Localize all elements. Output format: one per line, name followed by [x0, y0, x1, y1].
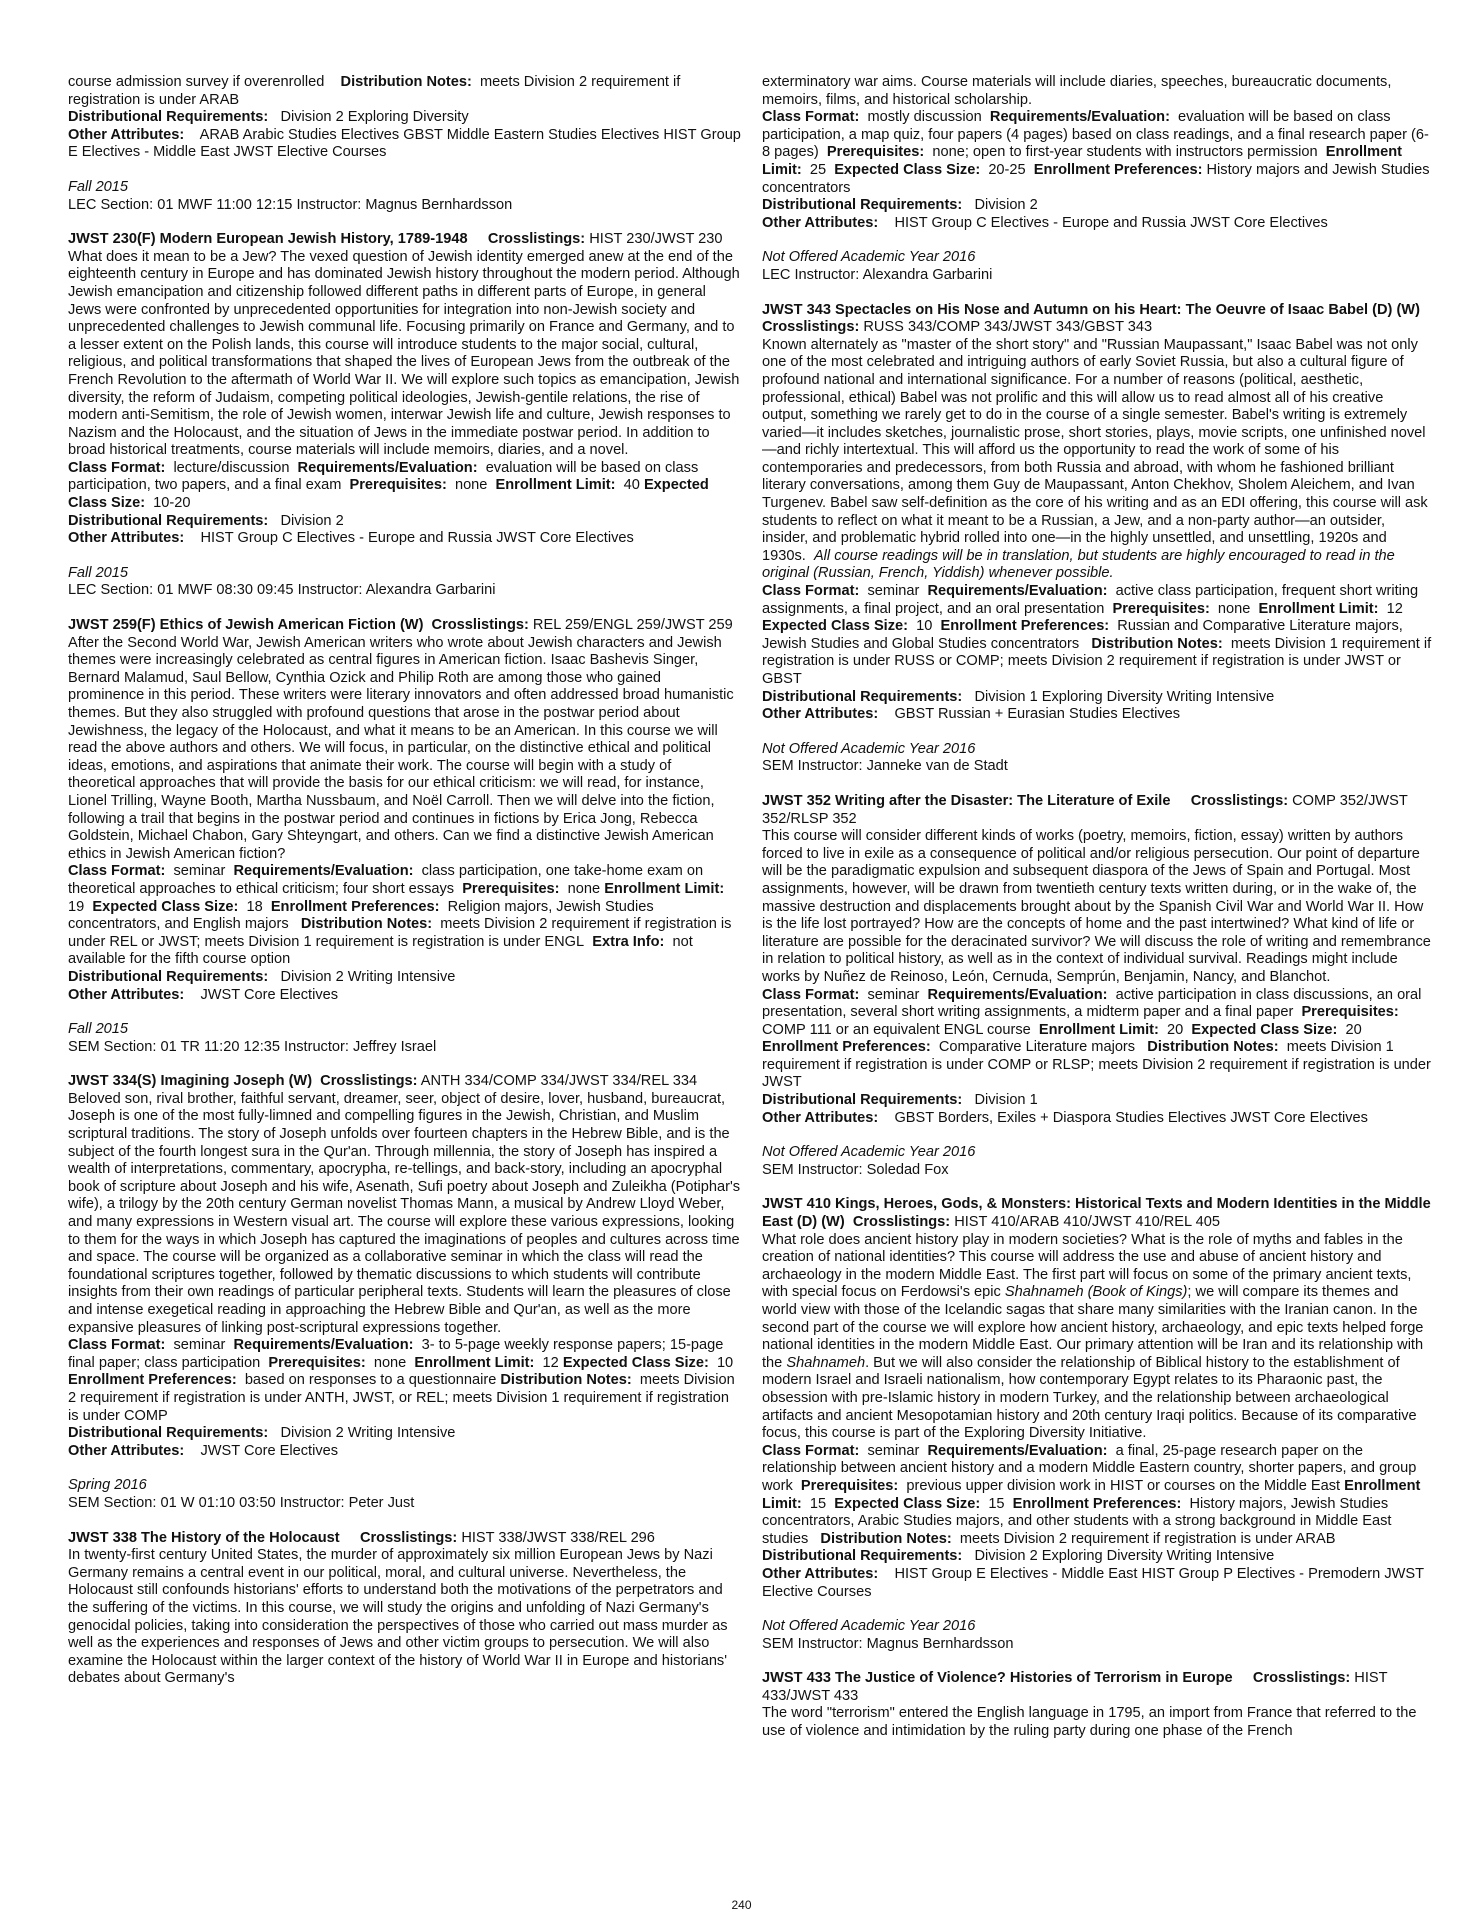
- label: Distributional Requirements:: [762, 1548, 963, 1565]
- other-attributes: [68, 987, 741, 1005]
- course-title-line: [762, 793, 1432, 828]
- text: What role does ancient history play in modern societies? What is the role of myths and fables in the creation of national identities? This course will address the use and abuse of ancient history and archaeology in the modern Middle East. The first part will focus on some of the primary ancient texts, with special focus on Ferdowsi's epic: [762, 1231, 1412, 1301]
- label: Other Attributes:: [762, 1109, 879, 1126]
- label: Class Format:: [68, 863, 166, 880]
- label: Enrollment Limit:: [495, 477, 616, 494]
- left-column: [68, 74, 741, 1705]
- course-continuation: [68, 74, 741, 162]
- distributional-requirements: [762, 1092, 1432, 1110]
- course-details: [762, 1443, 1432, 1549]
- text: none; open to first-year students with instructors permission: [932, 144, 1318, 161]
- label: Other Attributes:: [68, 1442, 185, 1459]
- course-title: JWST 352 Writing after the Disaster: The Literature of Exile: [762, 792, 1171, 809]
- text: HIST Group C Electives - Europe and Russia JWST Core Electives: [894, 214, 1328, 231]
- section-info: [68, 1477, 741, 1512]
- course-title: JWST 338 The History of the Holocaust: [68, 1529, 340, 1546]
- section-line: SEM Instructor: Janneke van de Stadt: [762, 758, 1008, 775]
- course-jwst-343: [762, 302, 1432, 724]
- distributional-requirements: [762, 1548, 1432, 1566]
- course-jwst-338-continued: [762, 74, 1432, 232]
- text: . But we will also consider the relationship of Biblical history to the establishment of modern Israel and Israeli nationalism, how contemporary Egypt relates to its Pharaonic past, the obsession with pre-Islamic history in modern Turkey, and the relationship between archaeological artifacts and ancient Mesopotamian history and 20th century Iraqi politics. Because of its comparative focus, this course is part of the Exploring Diversity Initiative.: [762, 1354, 1417, 1442]
- text: active class participation, frequent short writing assignments, a final project, and an oral presentation: [762, 583, 1419, 617]
- label: Other Attributes:: [68, 986, 185, 1003]
- term: Not Offered Academic Year 2016: [762, 1144, 976, 1161]
- text: 20: [1167, 1021, 1184, 1038]
- label: Prerequisites:: [1112, 600, 1210, 617]
- label: Enrollment Limit:: [1038, 1021, 1159, 1038]
- text: 20-25: [988, 161, 1026, 178]
- label: Expected Class Size:: [834, 161, 981, 178]
- text: evaluation will be based on class participation, two papers, and a final exam: [68, 459, 699, 494]
- label: Enrollment Limit:: [762, 144, 1402, 178]
- label: Class Format:: [68, 459, 166, 476]
- course-jwst-410: [762, 1196, 1432, 1601]
- other-attributes: [762, 706, 1432, 724]
- text: seminar: [173, 1337, 226, 1354]
- label: Requirements/Evaluation:: [297, 459, 478, 476]
- course-details: [68, 1337, 741, 1425]
- label: Prerequisites:: [800, 1477, 899, 1494]
- text: Comparative Literature majors: [938, 1039, 1136, 1056]
- label: Distribution Notes:: [1091, 635, 1223, 652]
- other-attributes: [68, 1443, 741, 1461]
- course-jwst-338: [68, 1530, 741, 1688]
- italic-note: All course readings will be in translation, but students are highly encouraged to read in the original (Russian, French, Yiddish) whenever possible.: [762, 547, 1395, 582]
- course-description: What does it mean to be a Jew? The vexed question of Jewish identity emerged anew at the end of the eighteenth century in Europe and has dominated Jewish history throughout the modern period. Although Jewish emancipation and citizenship followed different paths in different parts of Europe, in general Jews were confronted by unprecedented opportunities for integration into non-Jewish society and unprecedented challenges to Jewish communal life. Focusing primarily on France and Germany, and to a lesser extent on the Polish lands, this course will introduce students to the major social, cultural, religious, and political transformations that shaped the lives of European Jews from the outbreak of the French Revolution to the aftermath of World War II. We will explore such topics as emancipation, Jewish diversity, the reform of Judaism, competing political ideologies, Jewish-gentile relations, the rise of modern anti-Semitism, the role of Jewish women, interwar Jewish life and culture, Jewish responses to Nazism and the Holocaust, and the situation of Jews in the immediate postwar period. In addition to broad historical treatments, course materials will include memoirs, diaries, and a novel.: [68, 248, 740, 459]
- section-info: [68, 179, 741, 214]
- section-line: SEM Section: 01 W 01:10 03:50 Instructor: Peter Just: [68, 1494, 415, 1511]
- section-line: SEM Instructor: Soledad Fox: [762, 1161, 949, 1178]
- course-description: This course will consider different kinds of works (poetry, memoirs, fiction, essay) written by authors forced to live in exile as a consequence of political and/or religious persecution. Our point of departure will be the paradigmatic expulsion and subsequent diaspora of the Jews of Spain and Portugal. Most assignments, however, will be drawn from twentieth century texts written during, or in the wake of, the massive destruction and displacements brought about by the Spanish Civil War and World War II. How is the life lost portrayed? How are the concepts of home and the past intertwined? What kind of life or literature are possible for the deracinated survivor? We will discuss the role of writing and remembrance in relation to political history, as well as in the context of individual survival. Readings might include works by Nuñez de Reinoso, León, Cernuda, Semprún, Benjamin, Nancy, and Blanchot.: [762, 828, 1431, 985]
- text: 10: [716, 1354, 734, 1371]
- section-line: LEC Instructor: Alexandra Garbarini: [762, 266, 993, 283]
- text: seminar: [867, 1442, 920, 1459]
- other-attributes: [762, 1566, 1432, 1601]
- label: Enrollment Preferences:: [940, 618, 1110, 635]
- distributional-requirements: [68, 969, 741, 987]
- distributional-requirements: [762, 689, 1432, 707]
- crosslistings: HIST 433/JWST 433: [762, 1670, 1388, 1704]
- label: Expected Class Size:: [762, 618, 909, 635]
- text: meets Division 2 requirement if registration is under ARAB: [959, 1530, 1336, 1547]
- text: History majors and Jewish Studies concentrators: [762, 161, 1430, 196]
- crosslistings: ANTH 334/COMP 334/JWST 334/REL 334: [420, 1073, 698, 1090]
- label: Distribution Notes:: [500, 1372, 632, 1389]
- text: meets Division 2 requirement if registration is under ANTH, JWST, or REL; meets Division 1 requirement if registration is under COMP: [68, 1372, 735, 1424]
- label: Distributional Requirements:: [68, 1425, 269, 1442]
- text: not available for the fifth course option: [68, 933, 693, 968]
- section-line: LEC Section: 01 MWF 11:00 12:15 Instructor: Magnus Bernhardsson: [68, 196, 513, 213]
- label: Other Attributes:: [762, 214, 879, 231]
- label: Other Attributes:: [68, 530, 185, 547]
- italic-title: Shahnameh (Book of Kings): [1004, 1284, 1188, 1301]
- distributional-requirements: [68, 513, 741, 531]
- label: Class Format:: [762, 986, 860, 1003]
- label: Prerequisites:: [1301, 1004, 1399, 1021]
- right-column: [762, 74, 1432, 1758]
- text: lecture/discussion: [173, 459, 290, 476]
- text: meets Division 2 requirement if registration is under REL or JWST; meets Division 1 requirement is registration is under ENGL: [68, 916, 732, 950]
- label: Expected Class Size:: [562, 1354, 709, 1371]
- label: Distributional Requirements:: [68, 109, 269, 126]
- label: Crosslistings:: [359, 1529, 458, 1546]
- text: meets Division 1 requirement if registration is under RUSS or COMP; meets Division 2 requirement if registration is under JWST or GBST: [762, 635, 1432, 687]
- label: Enrollment Limit:: [762, 1477, 1421, 1512]
- label: Requirements/Evaluation:: [233, 863, 414, 880]
- course-description: In twenty-first century United States, the murder of approximately six million European Jews by Nazi Germany remains a central event in our political, moral, and cultural universe. Nevertheless, the Holocaust still confounds historians' efforts to understand both the motivations of the perpetrators and the suffering of the victims. In this course, we will study the origins and unfolding of Nazi Germany's genocidal policies, taking into consideration the perspectives of those who carried out mass murder as well as the experiences and responses of Jews and other victim groups to persecution. We will also examine the Holocaust within the larger context of the history of World War II in Europe and historians' debates about Germany's: [68, 1547, 728, 1687]
- text: based on responses to a questionnaire: [244, 1372, 497, 1389]
- crosslistings: REL 259/ENGL 259/JWST 259: [532, 617, 733, 634]
- other-attributes: [68, 127, 741, 162]
- crosslistings: HIST 338/JWST 338/REL 296: [461, 1529, 655, 1546]
- text: seminar: [867, 583, 920, 600]
- course-description: exterminatory war aims. Course materials will include diaries, speeches, bureaucratic documents, memoirs, films, and historical scholarship.: [762, 74, 1392, 108]
- course-description: The word "terrorism" entered the English language in 1795, an import from France that referred to the use of violence and intimidation by the ruling party during one phase of the French: [762, 1705, 1417, 1740]
- section-line: LEC Section: 01 MWF 08:30 09:45 Instructor: Alexandra Garbarini: [68, 582, 496, 599]
- course-jwst-433: [762, 1670, 1432, 1740]
- course-description: [762, 337, 1432, 583]
- text: 40: [623, 477, 640, 494]
- course-jwst-259: [68, 617, 741, 1004]
- label: Prerequisites:: [462, 880, 560, 897]
- term: Fall 2015: [68, 178, 129, 195]
- text: 25: [809, 161, 827, 178]
- text: 3- to 5-page weekly response papers; 15-page final paper; class participation: [68, 1337, 724, 1371]
- label: Expected Class Size:: [834, 1495, 981, 1512]
- text: none: [1217, 600, 1251, 617]
- italic-title: Shahnameh: [786, 1354, 866, 1371]
- course-details: [68, 863, 741, 969]
- text: 15: [809, 1495, 827, 1512]
- text: 19: [68, 898, 85, 915]
- term: Fall 2015: [68, 1021, 129, 1038]
- label: Distributional Requirements:: [762, 688, 963, 705]
- label: Requirements/Evaluation:: [927, 986, 1108, 1003]
- text: Division 1: [974, 1092, 1038, 1109]
- text: course admission survey if overenrolled: [68, 74, 325, 90]
- course-title-line: [762, 302, 1432, 337]
- course-title-line: [68, 617, 741, 635]
- text: 10-20: [153, 495, 191, 512]
- label: Enrollment Limit:: [1258, 600, 1379, 617]
- label: Distributional Requirements:: [68, 968, 269, 985]
- label: Distribution Notes:: [820, 1530, 952, 1547]
- crosslistings: HIST 230/JWST 230: [589, 231, 723, 248]
- label: Extra Info:: [592, 933, 665, 950]
- course-jwst-334: [68, 1073, 741, 1460]
- course-details: [68, 460, 741, 513]
- label: Prerequisites:: [349, 477, 447, 494]
- text: Known alternately as "master of the short story" and "Russian Maupassant," Isaac Babel was not only one of the most celebrated and intriguing authors of early Soviet Russia, but also a cultural figure of profound national and international significance. For a number of reasons (political, aesthetic, professional, ethical) Babel was not prolific and this will allow us to read almost all of his creative output, something we rarely get to do in the course of a single semester. Babel's writing is extremely varied—it includes sketches, journalistic prose, short stories, plays, movie scripts, one unfinished novel—and richly intertextual. This will afford us the opportunity to read the work of some of his contemporaries and predecessors, from both Russia and abroad, with whom he fashioned brilliant literary conversations, among them Guy de Maupassant, Anton Chekhov, Sholem Aleichem, and Ivan Turgenev. Babel saw self-definition as the core of his writing and as an EDI offering, this course will ask students to reflect on what it meant to be a Russian, a Jew, and a non-party author—an outsider, insider, and problematic hybrid rolled into one—in the highly unsettled, and unsettling, 1920s and 1930s.: [762, 336, 1428, 564]
- text: HIST Group C Electives - Europe and Russia JWST Core Electives: [200, 530, 634, 547]
- text: none: [567, 880, 601, 897]
- text: meets Division 1 requirement if registration is under COMP or RLSP; meets Division 2 requirement if registration is under JWST: [762, 1039, 1431, 1091]
- text: 18: [246, 898, 263, 915]
- text: Division 2 Writing Intensive: [280, 968, 456, 985]
- text: Division 1 Exploring Diversity Writing Intensive: [974, 688, 1275, 705]
- label: Enrollment Limit:: [604, 880, 725, 897]
- text: 12: [1386, 600, 1403, 617]
- label: Enrollment Preferences:: [1012, 1495, 1182, 1512]
- text: none: [373, 1354, 407, 1371]
- course-description: [762, 1232, 1432, 1443]
- label: Prerequisites:: [826, 144, 925, 161]
- text: JWST Core Electives: [200, 986, 339, 1003]
- label: Other Attributes:: [762, 706, 879, 723]
- text: HIST Group E Electives - Middle East HIST Group P Electives - Premodern JWST Elective Courses: [762, 1565, 1424, 1600]
- text: Division 2: [280, 512, 344, 529]
- label: Prerequisites:: [268, 1354, 366, 1371]
- label: Requirements/Evaluation:: [233, 1337, 414, 1354]
- text: seminar: [173, 863, 226, 880]
- section-info: [762, 1144, 1432, 1179]
- text: Russian and Comparative Literature majors, Jewish Studies and Global Studies concentrators: [762, 618, 1403, 652]
- label: Requirements/Evaluation:: [989, 109, 1170, 126]
- course-title-line: [68, 1530, 741, 1548]
- course-details: [762, 583, 1432, 689]
- section-info: [68, 565, 741, 600]
- crosslistings: COMP 352/JWST 352/RLSP 352: [762, 792, 1408, 827]
- label: Class Format:: [68, 1337, 166, 1354]
- course-details: [762, 987, 1432, 1093]
- course-title-line: [762, 1196, 1432, 1231]
- label: Requirements/Evaluation:: [927, 583, 1108, 600]
- label: Enrollment Limit:: [414, 1354, 535, 1371]
- section-info: [762, 249, 1432, 284]
- distributional-requirements: [68, 1425, 741, 1443]
- course-title: JWST 230(F) Modern European Jewish History, 1789-1948: [68, 231, 468, 248]
- other-attributes: [762, 215, 1432, 233]
- label: Enrollment Preferences:: [68, 1372, 237, 1389]
- distributional-requirements: [68, 109, 741, 127]
- label: Distribution Notes:: [1147, 1039, 1279, 1056]
- section-line: SEM Section: 01 TR 11:20 12:35 Instructor: Jeffrey Israel: [68, 1038, 437, 1055]
- label: Crosslistings:: [762, 319, 860, 336]
- text: ARAB Arabic Studies Electives GBST Middle Eastern Studies Electives HIST Group E Electives - Middle East JWST Elective Courses: [68, 126, 741, 161]
- text: active participation in class discussions, an oral presentation, several short writing assignments, a midterm paper and a final paper: [762, 986, 1422, 1021]
- label: Crosslistings:: [1190, 792, 1289, 809]
- crosslistings: HIST 410/ARAB 410/JWST 410/REL 405: [954, 1214, 1220, 1231]
- course-title: JWST 334(S) Imagining Joseph (W): [68, 1073, 313, 1090]
- page-number: 240: [731, 1898, 752, 1912]
- text: Division 2 Exploring Diversity: [280, 109, 469, 126]
- term: Spring 2016: [68, 1477, 147, 1494]
- label: Distributional Requirements:: [762, 197, 963, 214]
- label: Enrollment Preferences:: [762, 1039, 931, 1056]
- label: Class Format:: [762, 583, 860, 600]
- course-title-line: [68, 231, 741, 249]
- text: 15: [988, 1495, 1005, 1512]
- label: Crosslistings:: [487, 231, 586, 248]
- label: Class Format:: [762, 1442, 860, 1459]
- section-line: SEM Instructor: Magnus Bernhardsson: [762, 1635, 1014, 1652]
- label: Other Attributes:: [762, 1565, 879, 1582]
- text: COMP 111 or an equivalent ENGL course: [762, 1021, 1031, 1038]
- label: Enrollment Preferences:: [1033, 161, 1203, 178]
- text: JWST Core Electives: [200, 1442, 339, 1459]
- text: Division 2: [974, 197, 1038, 214]
- text: mostly discussion: [867, 109, 982, 126]
- term: Not Offered Academic Year 2016: [762, 1618, 976, 1635]
- label: Distributional Requirements:: [68, 512, 269, 529]
- text: a final, 25-page research paper on the relationship between ancient history and a modern Middle Eastern country, shorter papers, and group work: [762, 1442, 1417, 1494]
- section-info: [762, 1618, 1432, 1653]
- label: Expected Class Size:: [68, 477, 709, 512]
- text: Division 2 Exploring Diversity Writing Intensive: [974, 1548, 1275, 1565]
- course-jwst-230: [68, 231, 741, 548]
- label: Expected Class Size:: [1191, 1021, 1338, 1038]
- section-info: [68, 1021, 741, 1056]
- text: previous upper division work in HIST or courses on the Middle East: [906, 1477, 1341, 1494]
- text: 10: [916, 618, 933, 635]
- label: Requirements/Evaluation:: [927, 1442, 1108, 1459]
- course-title: JWST 410 Kings, Heroes, Gods, & Monsters: Historical Texts and Modern Identities in the Middle East (D) (W): [762, 1196, 1431, 1231]
- other-attributes: [762, 1110, 1432, 1128]
- text: seminar: [867, 986, 920, 1003]
- term: Fall 2015: [68, 564, 129, 581]
- label: Crosslistings:: [852, 1214, 951, 1231]
- label: Crosslistings:: [320, 1073, 418, 1090]
- course-details: [762, 109, 1432, 197]
- text: Division 2 Writing Intensive: [280, 1425, 456, 1442]
- label: Other Attributes:: [68, 126, 185, 143]
- text: GBST Russian + Eurasian Studies Electives: [894, 706, 1181, 723]
- section-info: [762, 741, 1432, 776]
- text: Religion majors, Jewish Studies concentrators, and English majors: [68, 898, 654, 933]
- course-title: JWST 259(F) Ethics of Jewish American Fiction (W): [68, 617, 424, 634]
- label: Distribution Notes:: [340, 74, 472, 90]
- label: Class Format:: [762, 109, 860, 126]
- text: History majors, Jewish Studies concentrators, Arabic Studies majors, and other students with a strong background in Middle East studies: [762, 1495, 1392, 1547]
- label: Crosslistings:: [431, 617, 529, 634]
- term: Not Offered Academic Year 2016: [762, 249, 976, 266]
- text: evaluation will be based on class participation, a map quiz, four papers (4 pages) based on class readings, and a final research paper (6-8 pages): [762, 109, 1429, 161]
- text: meets Division 2 requirement if registration is under ARAB: [68, 74, 681, 108]
- label: Enrollment Preferences:: [270, 898, 440, 915]
- label: Distributional Requirements:: [762, 1092, 963, 1109]
- course-title-line: [68, 1073, 741, 1091]
- course-jwst-352: [762, 793, 1432, 1127]
- course-title: JWST 433 The Justice of Violence? Histories of Terrorism in Europe: [762, 1670, 1233, 1687]
- course-description: After the Second World War, Jewish American writers who wrote about Jewish characters and Jewish themes were increasingly celebrated as central figures in American fiction. Isaac Bashevis Singer, Bernard Malamud, Saul Bellow, Cynthia Ozick and Philip Roth are among those who gained prominence in this period. These writers were literary innovators and often addressed broad humanistic themes. But they also struggled with profound questions that arose in the postwar period about Jewishness, the legacy of the Holocaust, and what it means to be an American. In this course we will read the above authors and others. We will focus, in particular, on the distinctive ethical and political ideas, emotions, and aspirations that animate their work. The course will begin with a study of theoretical approaches that will provide the basis for our ethical criticism: we will read, for instance, Lionel Trilling, Wayne Booth, Martha Nussbaum, and Noël Carroll. Then we will delve into the fiction, following a trail that begins in the postwar period and continues in fictions by Erica Jong, Rebecca Goldstein, Michael Chabon, Gary Shteyngart, and others. Can we find a distinctive Jewish American ethics in Jewish American fiction?: [68, 634, 734, 862]
- label: Distribution Notes:: [300, 916, 433, 933]
- text: GBST Borders, Exiles + Diaspora Studies Electives JWST Core Electives: [894, 1109, 1368, 1126]
- course-title: JWST 343 Spectacles on His Nose and Autumn on his Heart: The Oeuvre of Isaac Babel (D) (W): [762, 301, 1420, 318]
- text: none: [454, 477, 488, 494]
- crosslistings: RUSS 343/COMP 343/JWST 343/GBST 343: [863, 319, 1153, 336]
- text: class participation, one take-home exam on theoretical approaches to ethical criticism; four short essays: [68, 863, 704, 897]
- term: Not Offered Academic Year 2016: [762, 740, 976, 757]
- course-title-line: [762, 1670, 1432, 1705]
- label: Expected Class Size:: [92, 898, 239, 915]
- text: 20: [1345, 1021, 1362, 1038]
- course-details: [68, 74, 741, 109]
- distributional-requirements: [762, 197, 1432, 215]
- text: ; we will compare its themes and world view with those of the Icelandic sagas that share many similarities with the Iranian canon. In the second part of the course we will explore how ancient history, archaeology, and epic texts helped forge national identities in the modern Middle East. Our primary attention will be Iran and its relationship with the: [762, 1284, 1424, 1371]
- label: Crosslistings:: [1252, 1670, 1351, 1687]
- other-attributes: [68, 530, 741, 548]
- course-description: Beloved son, rival brother, faithful servant, dreamer, seer, object of desire, lover, husband, bureaucrat, Joseph is one of the most fully-limned and compelling figures in the Jewish, Christian, and Muslim scriptural traditions. The story of Joseph unfolds over fourteen chapters in the Hebrew Bible, and is the subject of the fourth longest sura in the Qur'an. Through millennia, the story of Joseph has inspired a wealth of interpretations, commentary, apocrypha, re-tellings, and back-story, including an apocryphal book of scripture about Joseph and his wife, Asenath, Sufi poetry about Joseph and Zuleikha (Potiphar's wife), a trilogy by the 20th century German novelist Thomas Mann, a musical by Andrew Lloyd Weber, and many expressions in Western visual art. The course will explore these various expressions, looking to them for the ways in which Joseph has captured the imaginations of peoples and cultures across time and space. The course will be organized as a collaborative seminar in which the class will read the foundational scriptures together, followed by thematic discussions to which students will contribute insights from their own readings of particular peripheral texts. Students will learn the pleasures of close and intense exegetical reading in approaching the Hebrew Bible and Qur'an, as well as the more expansive pleasures of linking post-scriptural expressions together.: [68, 1090, 741, 1336]
- text: 12: [542, 1354, 559, 1371]
